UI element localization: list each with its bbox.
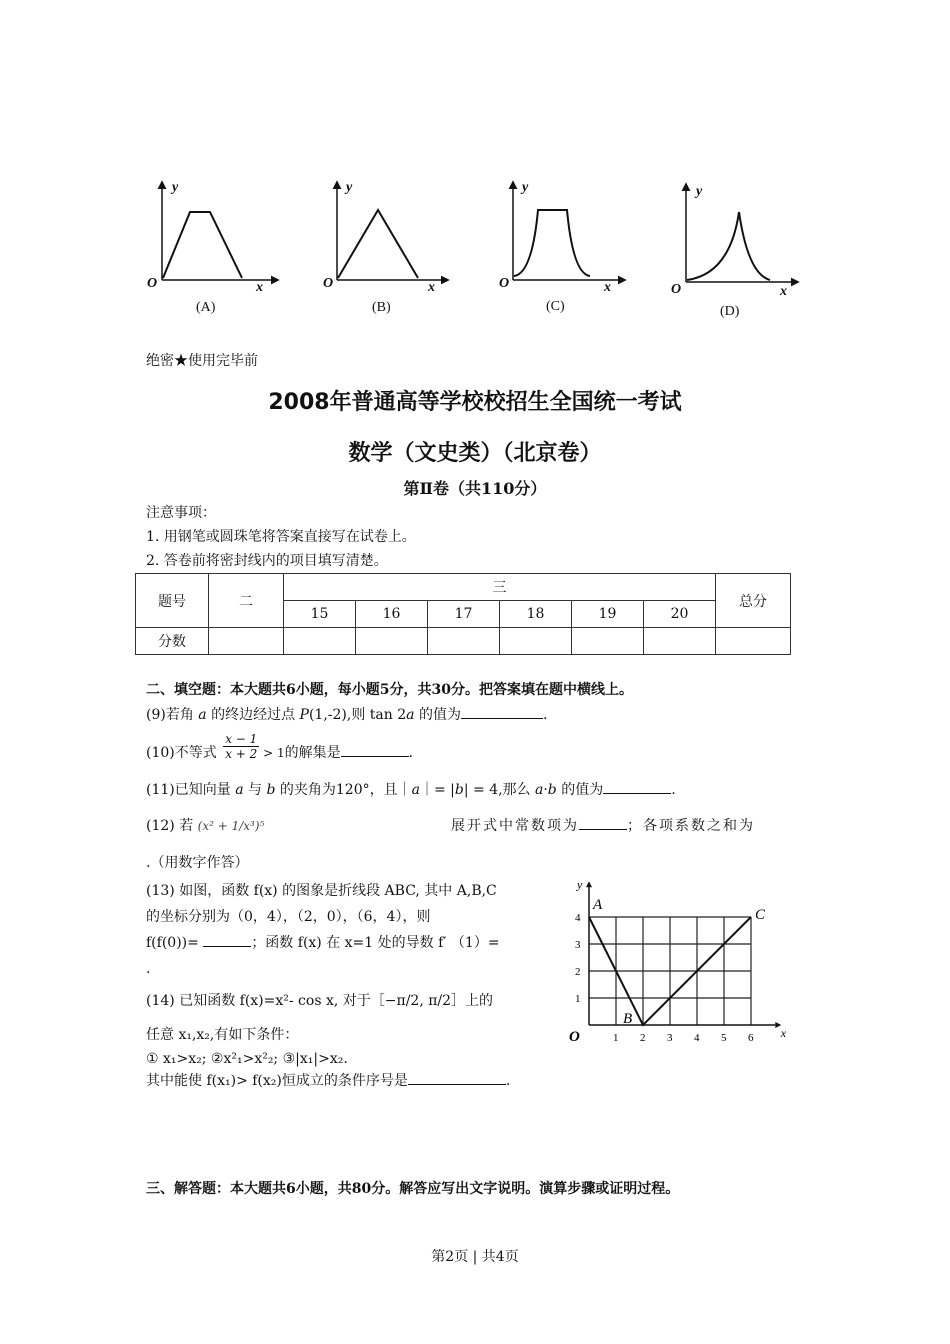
q14-line: (14) 已知函数 f(x)=x²- cos x, 对于［−π/2, π/2］上的 [146, 993, 494, 1009]
cell-question-label: 题号 [136, 574, 209, 628]
cell-q20: 20 [644, 601, 716, 628]
cell-section-three: 三 [284, 574, 716, 601]
q11-text: ｜= | [419, 782, 455, 798]
q12-text: ；各项系数之和为 [627, 818, 755, 834]
q10-text: (10)不等式 [146, 745, 217, 761]
q9-var: a [406, 707, 415, 723]
q14-answer-blank[interactable] [408, 1070, 506, 1085]
graph-b-origin: O [323, 276, 334, 291]
page-footer: 第2页 | 共4页 [431, 1249, 519, 1265]
graph-b-x: x [428, 280, 435, 295]
point-label-a: A [593, 897, 603, 913]
secret-notice: 绝密★使用完毕前 [146, 353, 258, 369]
graph-c-origin: O [499, 276, 510, 291]
graph-d [686, 184, 798, 282]
y-tick-label: 3 [575, 939, 581, 951]
score-field-17[interactable] [428, 628, 500, 655]
q13-grid [589, 917, 751, 1025]
q13-line: 的坐标分别为（0，4），（2，0），（6，4），则 [146, 909, 431, 925]
q11-var: b [266, 782, 276, 798]
graph-d-origin: O [671, 282, 682, 297]
cell-q19: 19 [572, 601, 644, 628]
q10-fraction [223, 732, 259, 761]
graph-a-x: x [256, 280, 263, 295]
cell-section-two: 二 [209, 574, 284, 628]
x-tick-label: 1 [613, 1032, 619, 1044]
q12-expression: (x² + 1/x³)⁵ [197, 819, 265, 833]
y-axis-arrow [586, 881, 592, 887]
q11-answer-blank[interactable] [603, 779, 671, 794]
graph-d-y: y [696, 184, 703, 199]
score-field-18[interactable] [500, 628, 572, 655]
q11-text: 的夹角为120°，且｜ [275, 782, 412, 798]
q9-text: (9)若角 [146, 707, 199, 723]
q12-tail [451, 815, 755, 835]
q13-text: f(f(0))= [146, 935, 204, 951]
exam-title: 2008年普通高等学校校招生全国统一考试 [268, 390, 682, 415]
score-field-two[interactable] [209, 628, 284, 655]
q9-var: P [299, 707, 309, 723]
notes-heading: 注意事项： [146, 505, 216, 521]
point-label-b: B [623, 1011, 633, 1027]
q10-answer-blank[interactable] [341, 742, 409, 757]
q13-text: ；函数 f(x) 在 x=1 处的导数 f′ （1）= [251, 935, 500, 951]
graph-c-x: x [604, 280, 611, 295]
x-axis-label: x [780, 1026, 787, 1040]
q11-var: a·b [535, 782, 557, 798]
q14-text: 其中能使 f(x₁)> f(x₂)恒成立的条件序号是 [146, 1073, 408, 1089]
q11-text: (11)已知向量 [146, 782, 236, 798]
q11-text: . [671, 782, 676, 798]
cell-q16: 16 [356, 601, 428, 628]
q13-figure [562, 880, 792, 1055]
graph-d-x: x [780, 284, 787, 299]
q11-text: | = 4,那么 [463, 782, 535, 798]
volume-title: 第Ⅱ卷（共110分） [403, 479, 547, 498]
y-tick-label: 1 [575, 993, 581, 1005]
cell-q17: 17 [428, 601, 500, 628]
question-11 [146, 779, 676, 799]
score-field-20[interactable] [644, 628, 716, 655]
question-9 [146, 704, 547, 724]
q11-var: a [235, 782, 244, 798]
graph-c-y: y [522, 180, 529, 195]
section3-heading: 三、解答题：本大题共6小题，共80分。解答应写出文字说明。演算步骤或证明过程。 [146, 1181, 680, 1197]
q14-line [146, 1070, 566, 1092]
question-13 [146, 878, 546, 982]
y-tick-label: 2 [575, 966, 581, 978]
x-tick-label: 5 [721, 1032, 727, 1044]
score-field-15[interactable] [284, 628, 356, 655]
q14-text: . [505, 1073, 511, 1089]
cell-q18: 18 [500, 601, 572, 628]
q9-text: 的值为 [414, 707, 461, 723]
q14-line: 任意 x₁,x₂,有如下条件： [146, 1027, 299, 1043]
q13-line [146, 930, 546, 956]
note-item-2: 2. 答卷前将密封线内的项目填写清楚。 [146, 553, 388, 569]
graph-c-label: (C) [546, 299, 565, 314]
graph-d-label: (D) [720, 304, 740, 319]
section2-heading: 二、填空题：本大题共6小题，每小题5分，共30分。把答案填在题中横线上。 [146, 682, 633, 698]
graph-b-label: (B) [372, 300, 391, 315]
score-field-16[interactable] [356, 628, 428, 655]
y-tick-label: 4 [575, 912, 581, 924]
x-tick-label: 3 [667, 1032, 673, 1044]
x-tick-label: 4 [694, 1032, 700, 1044]
score-table [135, 573, 791, 655]
q12-text: (12) 若 [146, 818, 194, 834]
q11-text: 的值为 [556, 782, 604, 798]
graph-a-y: y [172, 180, 179, 195]
q13-answer-blank-1[interactable] [203, 932, 251, 947]
score-field-19[interactable] [572, 628, 644, 655]
y-axis-label: y [577, 880, 583, 892]
q12-text: 展开式中常数项为 [451, 818, 579, 834]
question-12-cont: .（用数字作答） [146, 855, 249, 871]
exam-subtitle: 数学（文史类）（北京卷） [348, 441, 602, 466]
graph-a-label: (A) [196, 300, 216, 315]
x-tick-label: 6 [748, 1032, 754, 1044]
cell-score-label: 分数 [136, 628, 209, 655]
q10-relation: > 1 [259, 746, 285, 760]
q10-text: 的解集是 [284, 745, 341, 761]
question-14 [146, 988, 546, 1092]
graph-b-y: y [346, 180, 353, 195]
q9-text: (1,-2),则 tan 2 [308, 707, 407, 723]
q13-axes [586, 881, 781, 1028]
q13-line: (13) 如图，函数 f(x) 的图象是折线段 ABC, 其中 A,B,C [146, 883, 497, 899]
q11-text: 与 [243, 782, 267, 798]
q9-text: 的终边经过点 [206, 707, 300, 723]
origin-label: O [569, 1029, 580, 1045]
question-10 [146, 732, 413, 772]
q9-var: a [198, 707, 207, 723]
q14-line: ① x₁>x₂; ②x²₁>x²₂; ③|x₁|>x₂. [146, 1051, 348, 1067]
point-label-c: C [755, 907, 766, 923]
q9-answer-blank[interactable] [461, 704, 543, 719]
q10-text: . [408, 745, 414, 761]
question-12 [146, 815, 806, 835]
q12-answer-blank-1[interactable] [579, 815, 627, 830]
note-item-1: 1. 用钢笔或圆珠笔将答案直接写在试卷上。 [146, 529, 416, 545]
q13-line: . [146, 961, 151, 977]
cell-q15: 15 [284, 601, 356, 628]
q11-var: a [411, 782, 420, 798]
q10-denominator: x + 2 [225, 747, 258, 761]
cell-total: 总分 [716, 574, 791, 628]
x-tick-label: 2 [640, 1032, 646, 1044]
graph-b [337, 182, 448, 280]
q11-var: b [454, 782, 464, 798]
graph-a [162, 182, 278, 280]
answer-choice-graphs [130, 170, 820, 330]
score-field-total[interactable] [716, 628, 791, 655]
graph-c [513, 182, 625, 280]
q9-text: . [542, 707, 548, 723]
q10-numerator: x − 1 [225, 732, 258, 746]
graph-a-origin: O [147, 276, 158, 291]
